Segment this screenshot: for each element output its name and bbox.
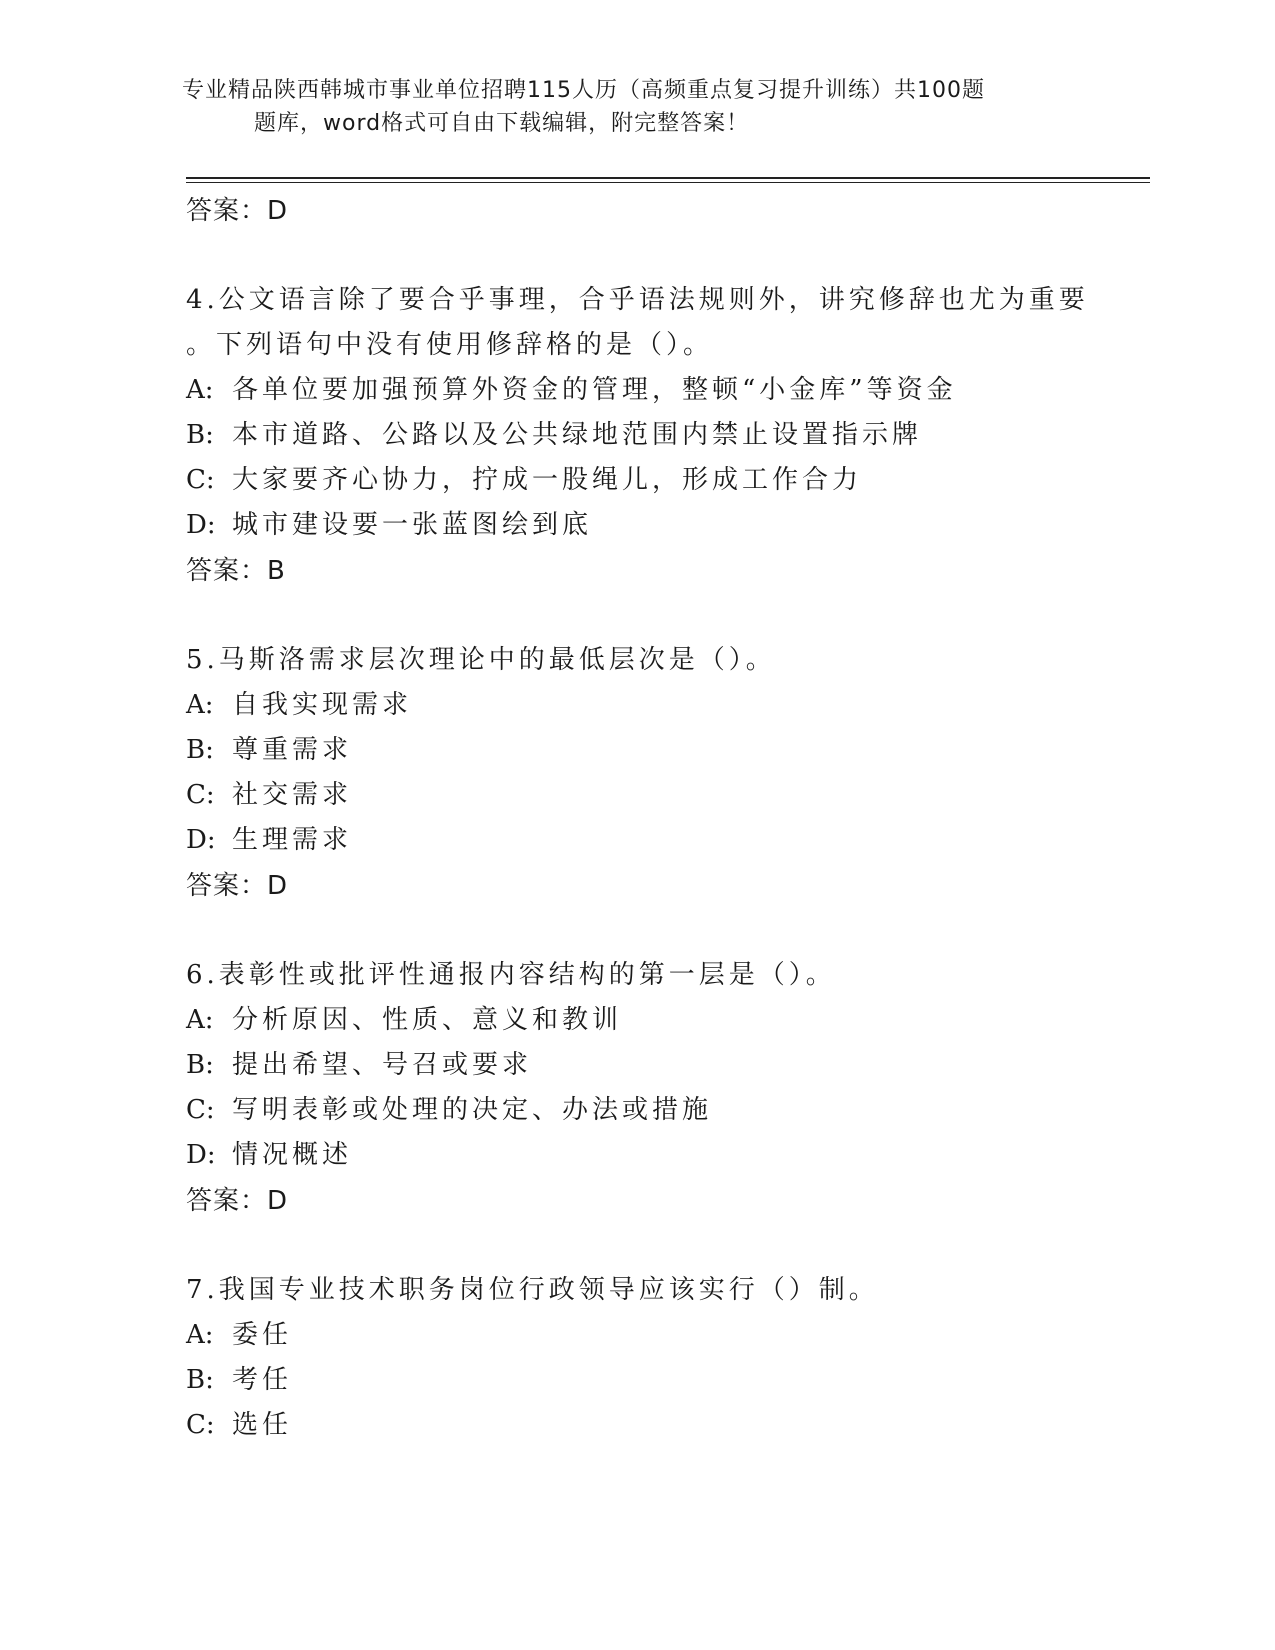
option-letter: D: bbox=[186, 825, 216, 855]
option-text: 生理需求 bbox=[232, 825, 353, 855]
option-letter: C: bbox=[186, 1095, 215, 1125]
question-4 bbox=[186, 278, 1146, 594]
question-5-text: 5.马斯洛需求层次理论中的最低层次是（）。 bbox=[186, 645, 776, 675]
option-letter: A: bbox=[186, 1320, 214, 1350]
question-6-option-d bbox=[186, 1133, 1146, 1178]
question-7-option-c bbox=[186, 1403, 1146, 1448]
option-letter: B: bbox=[186, 735, 214, 765]
option-text: 自我实现需求 bbox=[232, 690, 413, 720]
option-letter: A: bbox=[186, 375, 214, 405]
option-text: 写明表彰或处理的决定、办法或措施 bbox=[232, 1095, 713, 1125]
option-letter: B: bbox=[186, 420, 214, 450]
header-title-line1: 专业精品陕西韩城市事业单位招聘115人历（高频重点复习提升训练）共100题 bbox=[182, 78, 985, 103]
option-letter: A: bbox=[186, 1005, 214, 1035]
option-text: 提出希望、号召或要求 bbox=[232, 1050, 533, 1080]
question-6-option-b bbox=[186, 1043, 1146, 1088]
option-text: 大家要齐心协力，拧成一股绳儿，形成工作合力 bbox=[232, 465, 863, 495]
header-rule-thin bbox=[186, 182, 1150, 183]
question-4-option-c bbox=[186, 458, 1146, 503]
option-letter: B: bbox=[186, 1365, 214, 1395]
option-text: 本市道路、公路以及公共绿地范围内禁止设置指示牌 bbox=[232, 420, 923, 450]
option-letter: C: bbox=[186, 780, 215, 810]
question-6-text: 6.表彰性或批评性通报内容结构的第一层是（）。 bbox=[186, 960, 836, 990]
option-text: 情况概述 bbox=[232, 1140, 353, 1170]
option-letter: C: bbox=[186, 1410, 215, 1440]
answer-q3: 答案：D bbox=[186, 196, 289, 226]
question-7-text: 7.我国专业技术职务岗位行政领导应该实行（）制。 bbox=[186, 1275, 879, 1305]
option-text: 尊重需求 bbox=[232, 735, 353, 765]
question-4-text-line1: 4.公文语言除了要合乎事理，合乎语法规则外，讲究修辞也尤为重要 bbox=[186, 285, 1089, 315]
question-6-option-c bbox=[186, 1088, 1146, 1133]
question-4-option-b bbox=[186, 413, 1146, 458]
option-letter: D: bbox=[186, 1140, 216, 1170]
question-7-option-b bbox=[186, 1358, 1146, 1403]
option-text: 委任 bbox=[232, 1320, 293, 1350]
header-title-line2: 题库，word格式可自由下载编辑，附完整答案！ bbox=[254, 111, 750, 136]
option-letter: D: bbox=[186, 510, 216, 540]
question-5-option-b bbox=[186, 728, 1146, 773]
question-6 bbox=[186, 953, 1146, 1224]
question-5-option-d bbox=[186, 818, 1146, 863]
question-7 bbox=[186, 1268, 1146, 1448]
question-7-option-a bbox=[186, 1313, 1146, 1358]
question-5-option-a bbox=[186, 683, 1146, 728]
question-4-option-d bbox=[186, 503, 1146, 548]
header-rule-thick bbox=[186, 177, 1150, 179]
question-4-option-a bbox=[186, 368, 1146, 413]
answer-q4: 答案：B bbox=[186, 556, 286, 586]
option-text: 城市建设要一张蓝图绘到底 bbox=[232, 510, 593, 540]
answer-q6: 答案：D bbox=[186, 1186, 289, 1216]
question-6-option-a bbox=[186, 998, 1146, 1043]
answer-q5: 答案：D bbox=[186, 871, 289, 901]
question-5 bbox=[186, 638, 1146, 909]
question-5-option-c bbox=[186, 773, 1146, 818]
option-text: 分析原因、性质、意义和教训 bbox=[232, 1005, 623, 1035]
option-letter: C: bbox=[186, 465, 215, 495]
option-text: 各单位要加强预算外资金的管理，整顿“小金库”等资金 bbox=[232, 375, 957, 405]
document-body bbox=[186, 188, 1146, 1448]
question-4-text-line2: 。下列语句中没有使用修辞格的是（）。 bbox=[186, 330, 714, 360]
option-text: 社交需求 bbox=[232, 780, 353, 810]
option-letter: B: bbox=[186, 1050, 214, 1080]
option-text: 考任 bbox=[232, 1365, 293, 1395]
document-header bbox=[182, 74, 1062, 140]
option-letter: A: bbox=[186, 690, 214, 720]
option-text: 选任 bbox=[232, 1410, 293, 1440]
